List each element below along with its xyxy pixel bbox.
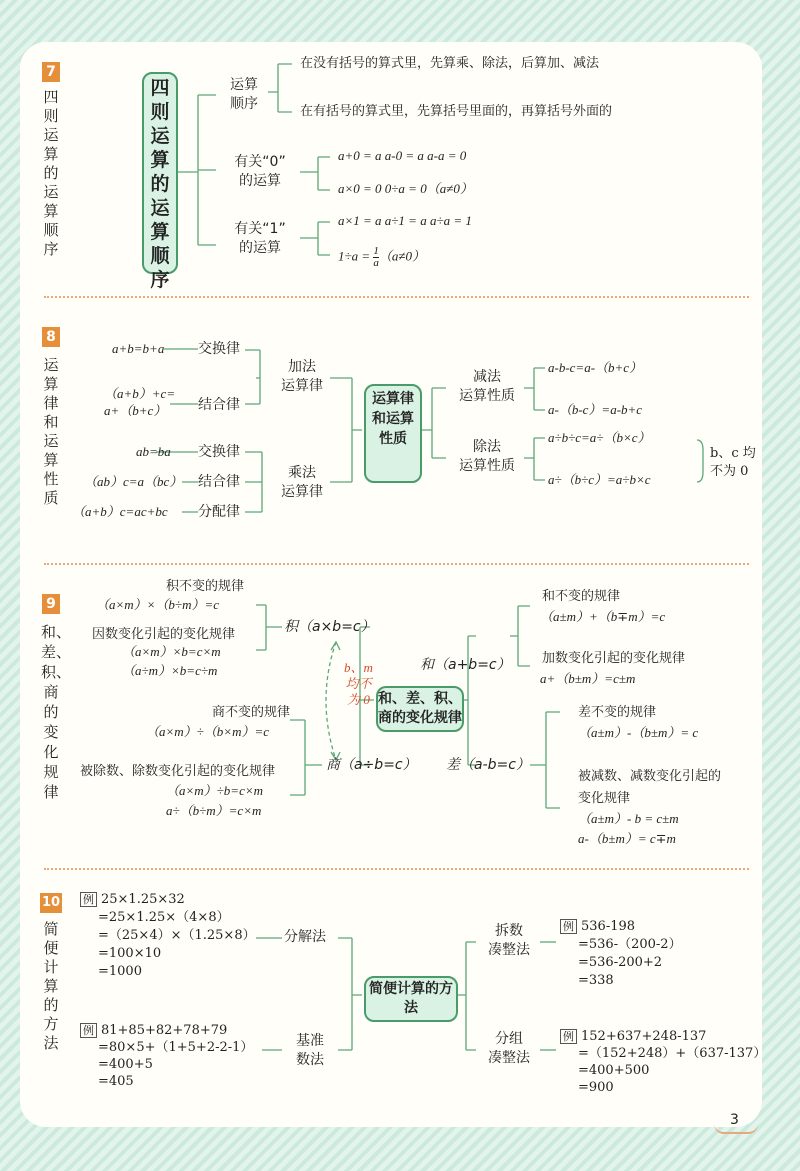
example-tag: 例 <box>560 919 577 934</box>
s9-quot-rule-1-formula: （a×m）÷（b×m）=c <box>146 724 269 739</box>
separator-7-8 <box>44 296 749 298</box>
s9-nonzero-note: b、m 均不 为 0 <box>344 660 373 707</box>
section-10-hub: 简便计算的方法 <box>364 976 458 1022</box>
s8-mul-dist-formula: （a+b）c=ac+bc <box>72 504 168 519</box>
section-7-title: 四则运算的运算顺序 <box>43 88 59 258</box>
s7-zero-rule-2: a×0 = 0 0÷a = 0（a≠0） <box>338 181 473 196</box>
s8-mul-assoc-label: 结合律 <box>198 474 240 490</box>
s7-zero-rule-1: a+0 = a a-0 = a a-a = 0 <box>338 148 467 163</box>
s7-branch-one: 有关“1” 的运算 <box>234 221 286 256</box>
s8-mul-assoc-formula: （ab）c=a（bc） <box>84 474 183 489</box>
s8-mul-swap-formula: ab=ba <box>136 444 171 459</box>
section-8-hub: 运算律和运算性质 <box>364 384 422 483</box>
s10-decomp-example: 例 25×1.25×32 =25×1.25×（4×8） =（25×4）×（1.25×8） =100×10 =1000 <box>80 891 256 981</box>
s9-difference: 差（a-b=c） <box>446 757 530 773</box>
s10-split-example: 例 536-198 =536-（200-2） =536-200+2 =338 <box>560 918 682 990</box>
s9-diff-rule-2a: 被减数、减数变化引起的 <box>578 769 722 784</box>
s8-add-assoc-label: 结合律 <box>198 397 240 413</box>
s9-prod-rule-1-formula: （a×m）×（b÷m）=c <box>96 597 219 612</box>
s8-add-swap-label: 交换律 <box>198 341 240 357</box>
s7-branch-zero: 有关“0” 的运算 <box>234 154 286 189</box>
s10-base-example: 例 81+85+82+78+79 =80×5+（1+5+2-2-1） =400+5 =405 <box>80 1022 253 1090</box>
example-tag: 例 <box>80 892 97 907</box>
s9-diff-rule-1-formula: （a±m）-（b±m）= c <box>578 725 699 740</box>
s7-branch-order: 运算 顺序 <box>230 77 258 112</box>
page-number: 3 <box>730 1112 739 1128</box>
s8-mul-swap-label: 交换律 <box>198 444 240 460</box>
s8-div-rule-1: a÷b÷c=a÷（b×c） <box>548 430 651 445</box>
s7-one-rule-2: 1÷a = $\frac{1}{a}$ （a≠0） <box>338 245 426 269</box>
s9-sum-rule-2-formula: a+（b±m）=c±m <box>540 671 636 686</box>
section-9-hub: 和、差、积、商的变化规律 <box>376 686 464 732</box>
s10-decomposition: 分解法 <box>284 929 326 945</box>
s9-product: 积（a×b=c） <box>284 619 375 635</box>
s9-quot-rule-2-formula-2: a÷（b÷m）=c×m <box>166 803 262 818</box>
s7-order-rule-1: 在没有括号的算式里，先算乘、除法，后算加、减法 <box>300 56 600 71</box>
section-7-hub: 四则运算的运算顺序 <box>142 72 178 274</box>
s8-div-rule-2: a÷（b÷c）=a÷b×c <box>548 472 651 487</box>
s8-div-props: 除法 运算性质 <box>459 439 515 474</box>
s9-sum-rule-1: 和不变的规律 <box>542 589 621 604</box>
section-9-title: 和、差、积、商的变化规律 <box>41 623 72 801</box>
s7-one-rule-1: a×1 = a a÷1 = a a÷a = 1 <box>338 213 472 228</box>
example-tag: 例 <box>80 1023 97 1038</box>
s9-quotient: 商（a÷b=c） <box>326 757 417 773</box>
s7-order-rule-2: 在有括号的算式里，先算括号里面的，再算括号外面的 <box>300 104 613 119</box>
section-10-number: 10 <box>40 893 62 913</box>
s9-diff-rule-2b: 变化规律 <box>578 791 631 806</box>
s9-quot-rule-2-formula-1: （a×m）÷b=c×m <box>166 783 263 798</box>
s9-prod-rule-2-formula-2: （a÷m）×b=c÷m <box>122 663 218 678</box>
section-8-number: 8 <box>42 327 60 347</box>
section-10-title: 简便计算的方法 <box>43 920 59 1052</box>
s9-diff-rule-2-formula-2: a-（b±m）= c∓m <box>578 831 676 846</box>
s10-group-example: 例 152+637+248-137 =（152+248）+（637-137） =400+500 =900 <box>560 1028 766 1096</box>
s9-diff-rule-1: 差不变的规律 <box>578 705 657 720</box>
s9-prod-rule-1: 积不变的规律 <box>166 579 245 594</box>
s9-sum-rule-2: 加数变化引起的变化规律 <box>542 651 686 666</box>
s8-sub-rule-1: a-b-c=a-（b+c） <box>548 360 643 375</box>
s9-sum-rule-1-formula: （a±m）+（b∓m）=c <box>540 609 666 624</box>
s8-mul-laws: 乘法 运算律 <box>281 465 323 500</box>
section-7-number: 7 <box>42 62 60 82</box>
s10-split-rounding: 拆数 凑整法 <box>488 923 530 958</box>
s9-prod-rule-2: 因数变化引起的变化规律 <box>92 627 236 642</box>
s9-quot-rule-2: 被除数、除数变化引起的变化规律 <box>80 764 276 779</box>
separator-8-9 <box>44 563 749 565</box>
s8-add-swap-formula: a+b=b+a <box>112 341 165 356</box>
s8-add-laws: 加法 运算律 <box>281 359 323 394</box>
s9-prod-rule-2-formula-1: （a×m）×b=c×m <box>122 644 221 659</box>
s10-group-rounding: 分组 凑整法 <box>488 1031 530 1066</box>
s8-mul-dist-label: 分配律 <box>198 504 240 520</box>
example-tag: 例 <box>560 1029 577 1044</box>
s8-sub-props: 减法 运算性质 <box>459 369 515 404</box>
section-9-number: 9 <box>42 594 60 614</box>
s8-add-assoc-formula-2: a+（b+c） <box>104 403 167 418</box>
s9-quot-rule-1: 商不变的规律 <box>212 705 291 720</box>
section-8-title: 运算律和运算性质 <box>43 356 59 507</box>
s9-diff-rule-2-formula-1: （a±m）- b = c±m <box>578 811 679 826</box>
s10-base-number: 基准 数法 <box>296 1033 324 1068</box>
s8-add-assoc-formula-1: （a+b）+c= <box>104 386 176 401</box>
s8-sub-rule-2: a-（b-c）=a-b+c <box>548 402 643 417</box>
s8-div-note: b、c 均 不为 0 <box>710 446 756 479</box>
s9-sum: 和（a+b=c） <box>420 657 511 673</box>
separator-9-10 <box>44 868 749 870</box>
